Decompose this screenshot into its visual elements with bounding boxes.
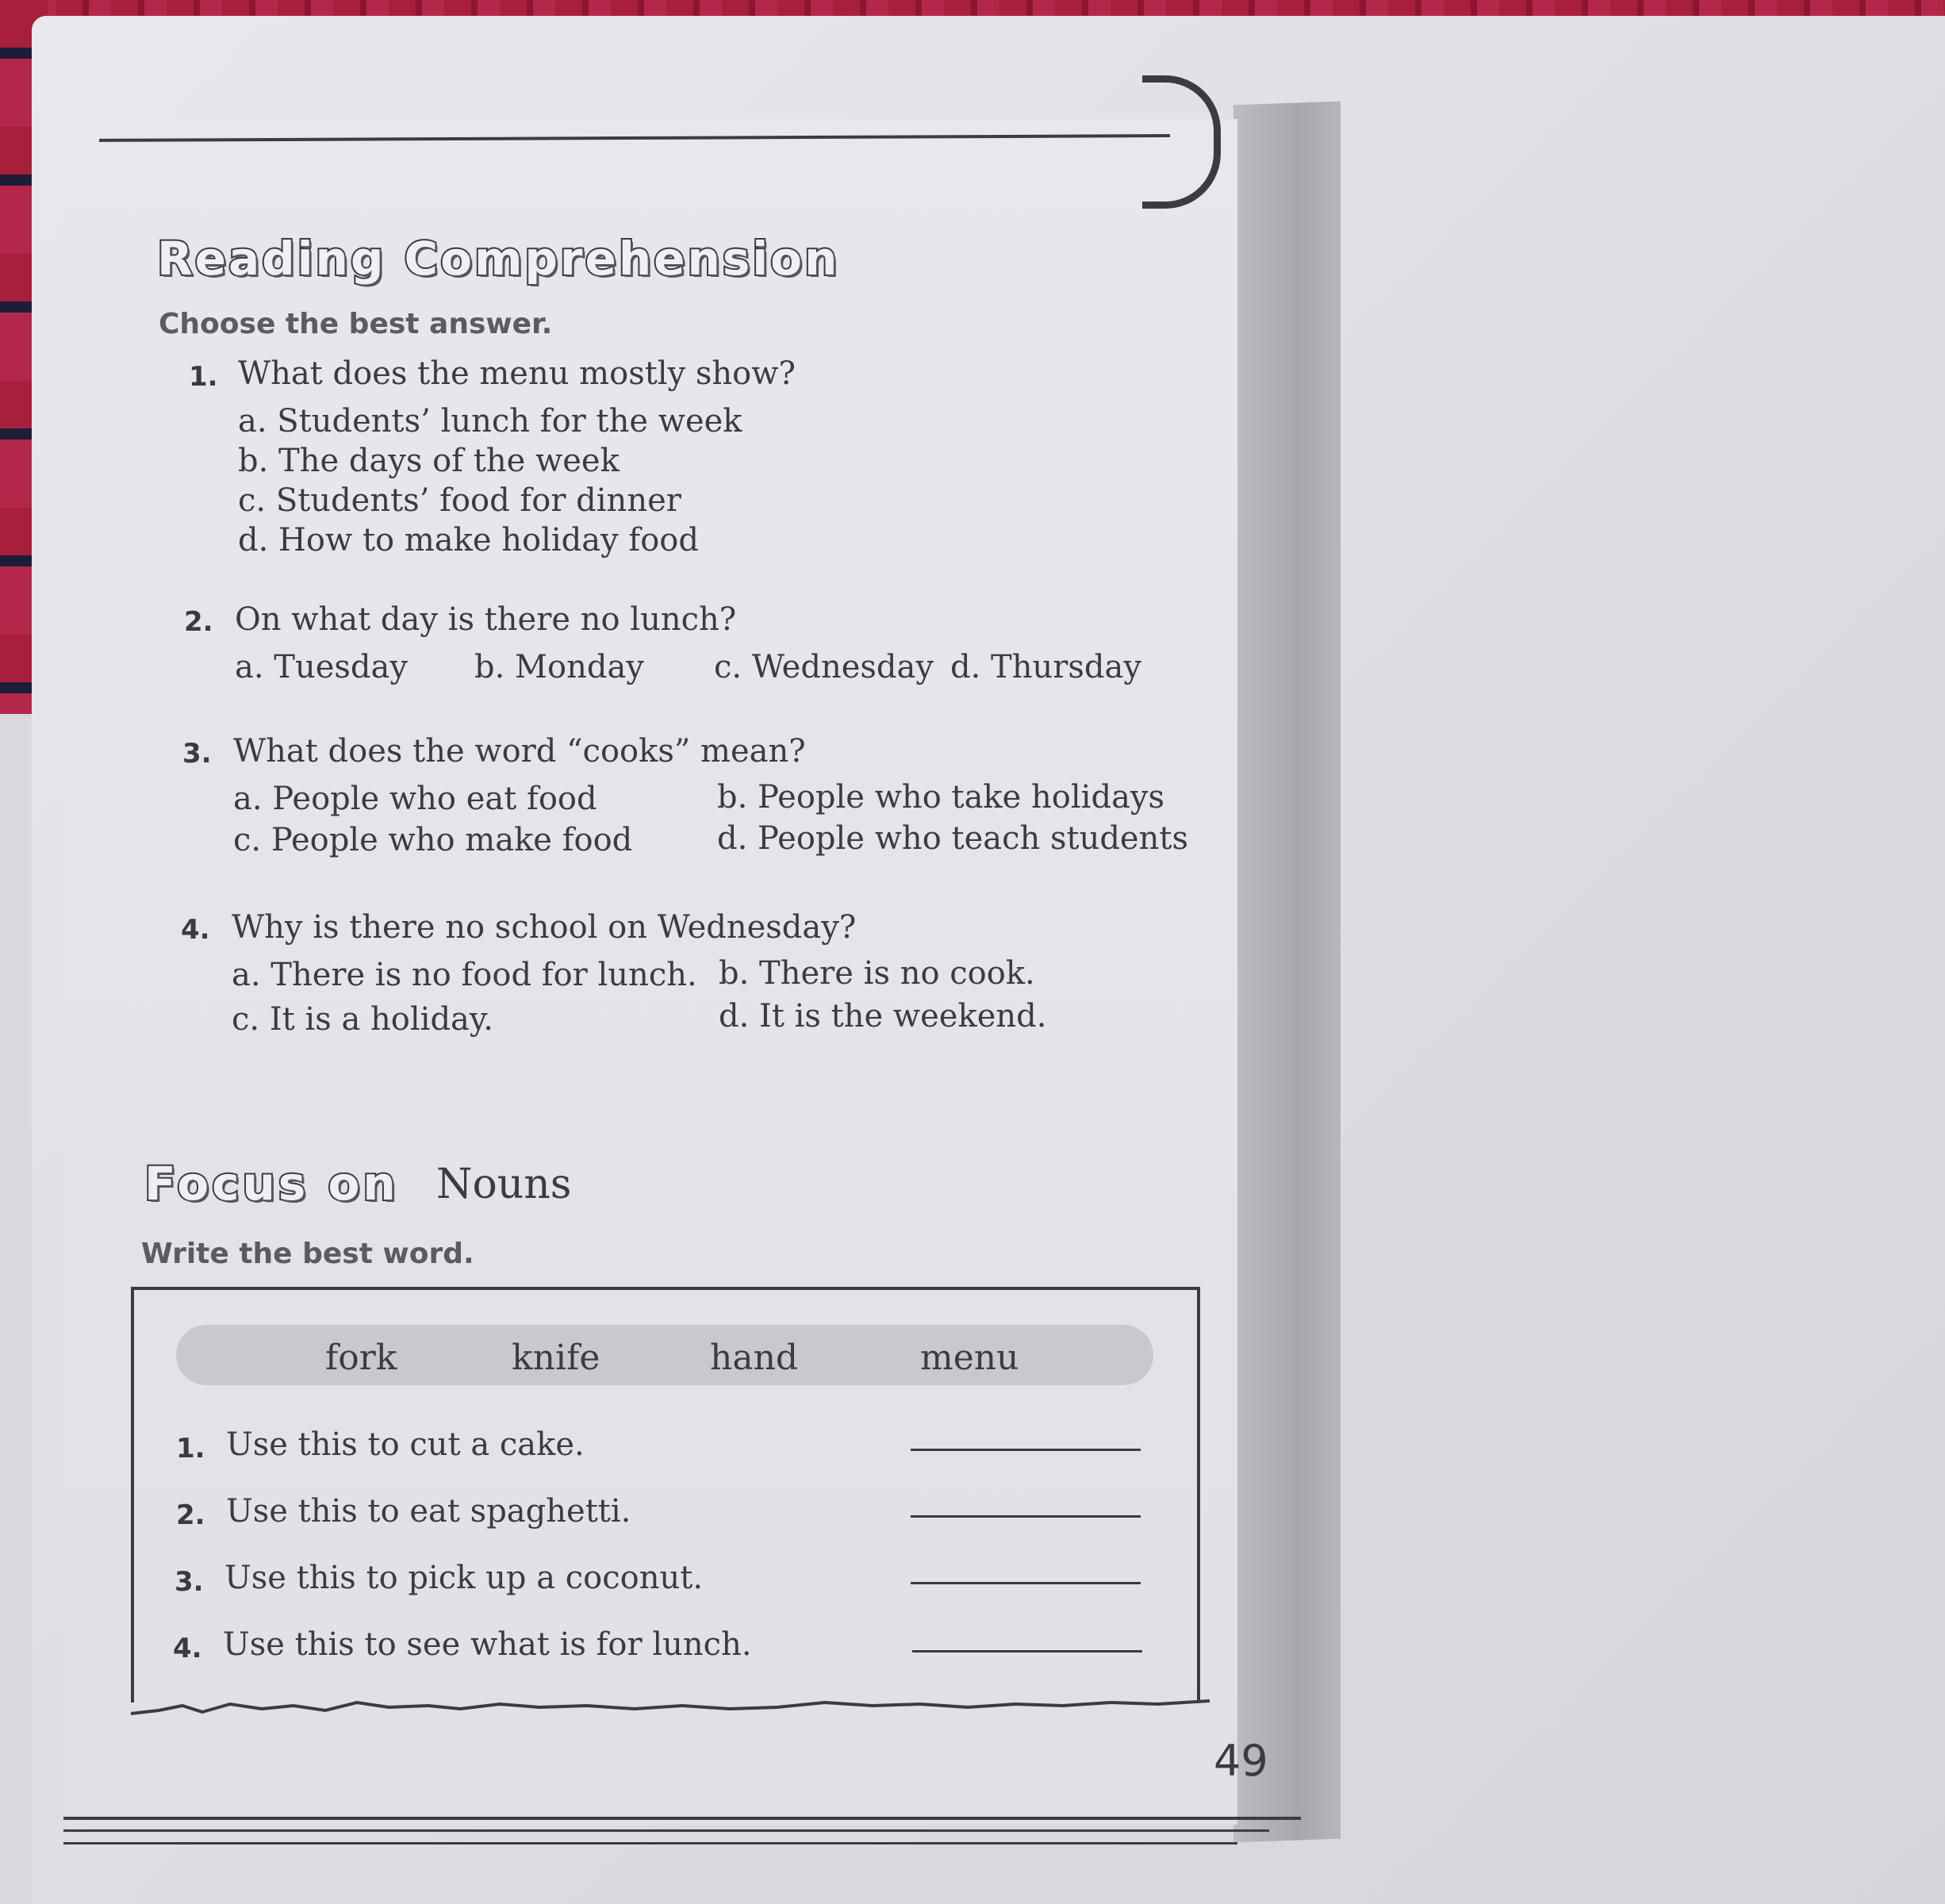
word-bank-word: fork [325,1338,397,1378]
question-number: 2. [184,606,213,638]
item-text: Use this to cut a cake. [226,1426,585,1463]
answer-option: b. People who take holidays [717,779,1165,816]
item-text: Use this to pick up a coconut. [224,1560,704,1596]
answer-blank[interactable] [911,1582,1141,1584]
instruction-choose: Choose the best answer. [159,308,553,340]
bottom-rule-line [63,1842,1237,1844]
question-text: What does the word “cooks” mean? [233,733,806,770]
focus-label: Focus on [144,1157,399,1211]
answer-option: b. Monday [474,649,644,685]
answer-blank[interactable] [911,1449,1141,1451]
answer-option: c. People who make food [233,822,633,858]
focus-topic: Nouns [436,1161,572,1208]
answer-option: c. It is a holiday. [232,1001,493,1038]
item-text: Use this to eat spaghetti. [226,1493,631,1530]
question-text: Why is there no school on Wednesday? [232,909,857,946]
word-bank-word: knife [512,1338,600,1378]
item-number: 4. [173,1633,202,1664]
instruction-write: Write the best word. [141,1238,474,1270]
answer-blank[interactable] [912,1650,1142,1653]
answer-option: d. It is the weekend. [719,998,1047,1035]
bottom-rule-line [63,1829,1269,1832]
bottom-rule-line [63,1817,1301,1820]
answer-option: b. There is no cook. [719,955,1035,992]
answer-option: d. People who teach students [717,820,1188,857]
question-number: 1. [189,361,218,393]
question-number: 4. [181,914,210,946]
answer-option: a. There is no food for lunch. [232,957,697,993]
torn-edge-decoration [127,1682,1214,1722]
question-number: 3. [182,738,212,770]
page-edge-bar [1233,102,1341,1843]
question-text: What does the menu mostly show? [238,355,796,392]
item-number: 2. [176,1499,205,1531]
item-text: Use this to see what is for lunch. [223,1626,752,1663]
answer-option: b. The days of the week [238,443,620,479]
answer-option: c. Wednesday [714,649,934,685]
answer-option: a. People who eat food [233,781,597,817]
question-text: On what day is there no lunch? [235,601,737,638]
answer-option: a. Students’ lunch for the week [238,403,742,440]
answer-option: c. Students’ food for dinner [238,482,681,519]
answer-option: d. Thursday [950,649,1141,685]
item-number: 3. [175,1566,204,1598]
section-title: Reading Comprehension [157,232,840,286]
word-bank-word: menu [920,1338,1019,1378]
answer-blank[interactable] [911,1515,1141,1518]
word-bank-word: hand [710,1338,799,1378]
page-number: 49 [1214,1736,1268,1786]
answer-option: a. Tuesday [235,649,408,685]
answer-option: d. How to make holiday food [238,522,699,559]
item-number: 1. [176,1433,205,1464]
